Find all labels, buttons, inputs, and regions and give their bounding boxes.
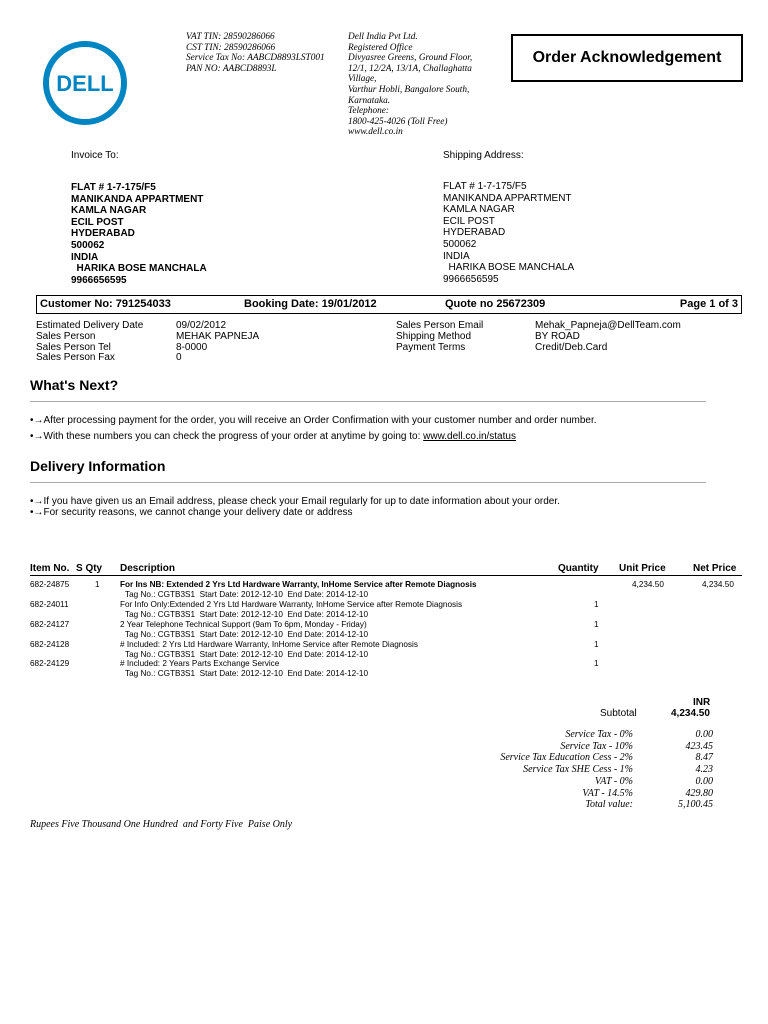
tax-line: VAT TIN: 28590286066: [186, 32, 275, 42]
subtotal-value: 4,234.50: [671, 708, 710, 719]
customer-number: Customer No: 791254033: [40, 298, 171, 310]
col-item-no: Item No.: [30, 563, 70, 574]
item-tag: Tag No.: CGTB3S1 Start Date: 2012-12-10 End Date: 2014-12-10: [125, 610, 369, 619]
address-line: HARIKA BOSE MANCHALA: [443, 262, 575, 274]
details-right-labels: [396, 321, 483, 353]
booking-date: Booking Date: 19/01/2012: [244, 298, 377, 310]
dell-logo-text: DELL: [56, 71, 114, 96]
detail-label: Payment Terms: [396, 341, 466, 353]
details-right-values: [535, 321, 681, 353]
subtotal-label: Subtotal: [600, 708, 637, 719]
whats-next-heading: What's Next?: [30, 377, 119, 393]
office-line: Telephone:: [348, 106, 389, 117]
total-value: 423.45: [685, 740, 713, 752]
document-title: Order Acknowledgement: [511, 34, 743, 82]
whats-next-line: •→After processing payment for the order, you will receive an Order Confirmation with your customer number and order number.: [30, 415, 597, 426]
detail-label: Sales Person: [36, 330, 96, 342]
detail-label: Estimated Delivery Date: [36, 320, 144, 331]
address-line: KAMLA NAGAR: [443, 204, 515, 216]
tax-line: Service Tax No: AABCD8893LST001: [186, 53, 325, 64]
item-description: 2 Year Telephone Technical Support (9am To 6pm, Monday - Friday): [120, 620, 367, 629]
tax-line: PAN NO: AABCD8893L: [186, 63, 277, 74]
address-line: KAMLA NAGAR: [71, 205, 147, 217]
total-label: Service Tax SHE Cess - 1%: [523, 764, 633, 776]
item-number: 682-24129: [30, 659, 70, 668]
address-line: FLAT # 1-7-175/F5: [71, 182, 156, 193]
item-description: For Info Only:Extended 2 Yrs Ltd Hardware Warranty, InHome Service after Remote Diagnosis: [120, 600, 463, 609]
tax-line: CST TIN: 28590286066: [186, 42, 276, 53]
item-description: # Included: 2 Years Parts Exchange Service: [120, 659, 280, 668]
item-quantity: 1: [594, 659, 599, 668]
total-value: 4.23: [695, 764, 713, 776]
office-line: Varthur Hobli, Bangalore South,: [348, 84, 470, 95]
detail-label: Sales Person Email: [396, 320, 484, 331]
item-number: 682-24127: [30, 620, 70, 629]
address-line: FLAT # 1-7-175/F5: [443, 181, 527, 192]
office-line: www.dell.co.in: [348, 127, 403, 138]
total-label: Service Tax - 0%: [565, 729, 633, 740]
total-value: 429.80: [685, 787, 713, 799]
office-line: Dell India Pvt Ltd.: [348, 32, 418, 42]
dell-logo: [42, 40, 128, 126]
item-number: 682-24128: [30, 640, 70, 649]
sales-person-email: Mehak_Papneja@DellTeam.com: [535, 320, 681, 331]
item-s-qty: 1: [95, 580, 100, 589]
item-number: 682-24875: [30, 580, 70, 589]
total-label: Total value:: [585, 799, 633, 811]
item-quantity: 1: [594, 600, 599, 609]
page-number: Page 1 of 3: [679, 298, 738, 310]
quote-number: Quote no 25672309: [445, 298, 546, 310]
detail-label: Sales Person Fax: [36, 352, 115, 364]
details-left-labels: [36, 321, 143, 364]
total-label: Service Tax - 10%: [560, 740, 633, 752]
total-label: VAT - 0%: [594, 775, 633, 787]
address-line: HARIKA BOSE MANCHALA: [71, 263, 207, 275]
address-line: ECIL POST: [71, 216, 124, 228]
office-line: 12/1, 12/2A, 13/1A, Challaghatta: [348, 63, 472, 74]
address-line: 500062: [71, 239, 105, 251]
item-tag: Tag No.: CGTB3S1 Start Date: 2012-12-10 End Date: 2014-12-10: [125, 590, 369, 599]
total-value: 0.00: [695, 775, 713, 787]
col-net-price: Net Price: [693, 563, 737, 574]
item-tag: Tag No.: CGTB3S1 Start Date: 2012-12-10 End Date: 2014-12-10: [125, 630, 369, 639]
detail-value: Credit/Deb.Card: [535, 341, 608, 353]
section-divider: [30, 401, 706, 402]
delivery-heading: Delivery Information: [30, 458, 166, 474]
customer-bar: [36, 295, 742, 314]
status-link[interactable]: www.dell.co.in/status: [423, 431, 516, 442]
address-line: 9966656595: [443, 273, 499, 285]
address-line: MANIKANDA APPARTMENT: [71, 193, 204, 205]
total-label: VAT - 14.5%: [582, 787, 633, 799]
item-tag: Tag No.: CGTB3S1 Start Date: 2012-12-10 End Date: 2014-12-10: [125, 650, 369, 659]
item-net-price: 4,234.50: [702, 580, 734, 589]
total-label: Service Tax Education Cess - 2%: [500, 752, 633, 764]
address-line: HYDERABAD: [443, 227, 506, 239]
shipping-address-label: Shipping Address:: [443, 150, 524, 161]
detail-value: 09/02/2012: [176, 320, 227, 331]
item-description: # Included: 2 Yrs Ltd Hardware Warranty, InHome Service after Remote Diagnosis: [120, 640, 418, 649]
col-unit-price: Unit Price: [619, 563, 666, 574]
detail-value: 0: [176, 352, 182, 364]
detail-label: Shipping Method: [396, 330, 472, 342]
address-line: ECIL POST: [443, 215, 495, 227]
office-line: Village,: [348, 74, 377, 85]
item-unit-price: 4,234.50: [632, 580, 664, 589]
item-quantity: 1: [594, 620, 599, 629]
office-address: [348, 32, 498, 138]
detail-label: Sales Person Tel: [36, 341, 111, 353]
item-quantity: 1: [594, 640, 599, 649]
invoice-to-label: Invoice To:: [71, 150, 119, 161]
col-quantity: Quantity: [558, 563, 599, 574]
delivery-line: •→For security reasons, we cannot change your delivery date or address: [30, 507, 353, 518]
total-value: 0.00: [695, 729, 713, 740]
totals-labels: [500, 729, 633, 811]
address-line: HYDERABAD: [71, 228, 135, 240]
shipping-address: [443, 181, 574, 285]
address-line: INDIA: [443, 250, 470, 262]
table-header-rule: [30, 575, 742, 576]
item-description: For Ins NB: Extended 2 Yrs Ltd Hardware Warranty, InHome Service after Remote Diagnosis: [120, 580, 477, 589]
address-line: 500062: [443, 238, 477, 250]
detail-value: 8-0000: [176, 341, 208, 353]
item-tag: Tag No.: CGTB3S1 Start Date: 2012-12-10 End Date: 2014-12-10: [125, 669, 369, 678]
office-line: Divyasree Greens, Ground Floor,: [348, 53, 473, 64]
address-line: 9966656595: [71, 274, 127, 286]
tax-info: [186, 32, 325, 74]
col-description: Description: [120, 563, 176, 574]
office-line: 1800-425-4026 (Toll Free): [348, 116, 448, 127]
delivery-line: •→If you have given us an Email address, please check your Email regularly for up to date information about your order.: [30, 496, 560, 507]
item-number: 682-24011: [30, 600, 69, 609]
total-value: 8.47: [695, 752, 713, 764]
invoice-to-address: [71, 182, 207, 286]
office-line: Karnataka.: [348, 95, 391, 106]
section-divider: [30, 482, 706, 483]
details-left-values: [176, 321, 259, 364]
col-s-qty: S Qty: [76, 563, 103, 574]
detail-value: BY ROAD: [535, 330, 580, 342]
totals-values: [678, 729, 713, 811]
address-line: MANIKANDA APPARTMENT: [443, 192, 572, 204]
detail-value: MEHAK PAPNEJA: [176, 330, 260, 342]
whats-next-text: •→With these numbers you can check the progress of your order at anytime by going to:: [30, 431, 424, 442]
currency-label: INR: [693, 697, 711, 708]
total-value: 5,100.45: [678, 799, 713, 811]
address-line: INDIA: [71, 251, 99, 263]
amount-in-words: Rupees Five Thousand One Hundred and Forty Five Paise Only: [30, 819, 293, 830]
whats-next-line-2: [30, 431, 516, 442]
office-line: Registered Office: [348, 42, 413, 53]
